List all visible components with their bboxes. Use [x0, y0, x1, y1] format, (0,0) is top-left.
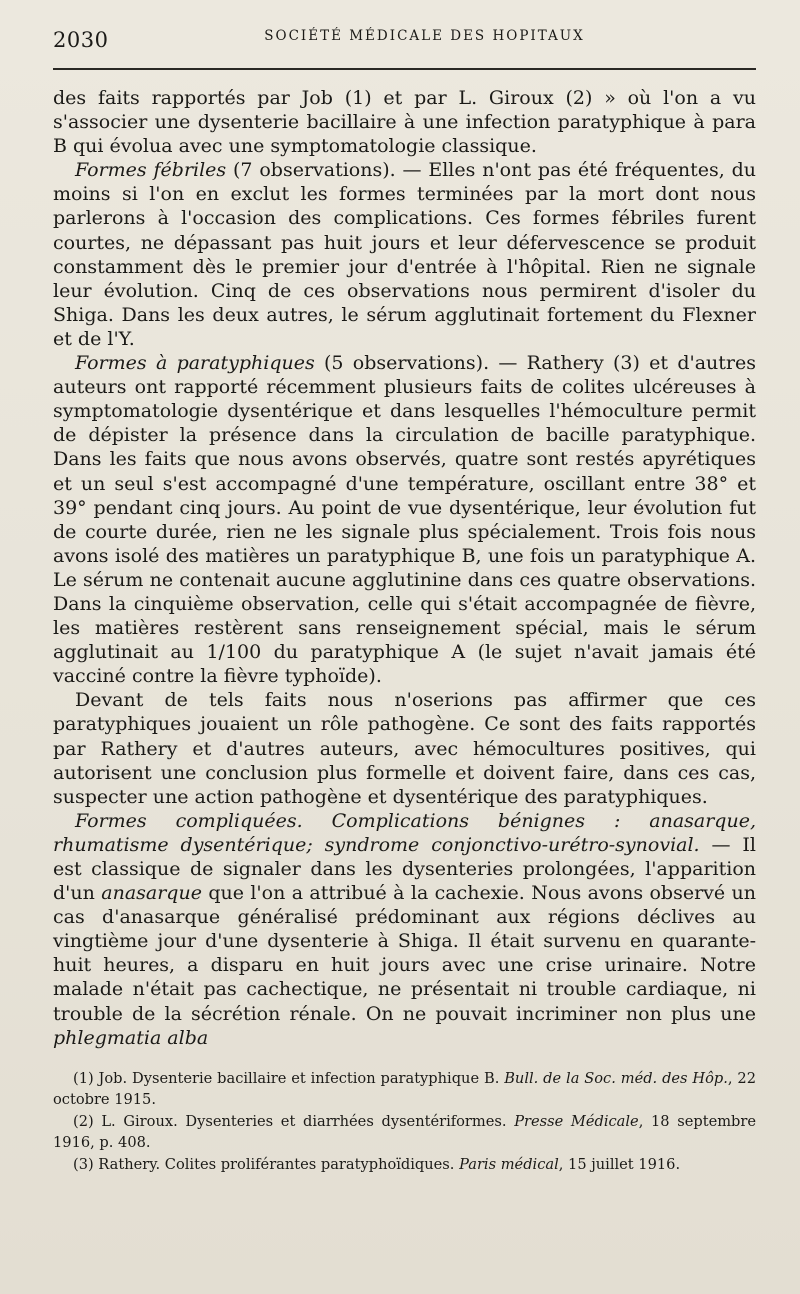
section-title-formes-paratyphiques: Formes à paratyphiques	[75, 352, 315, 375]
body-text	[53, 86, 756, 1050]
paragraph-formes-febriles: Formes fébriles (7 observations). — Elles n'ont pas été fréquentes, du moins si l'on en exclut les formes terminées par la mort dont nous parlerons à l'occasion des complications. Ces formes fébriles furent courtes, ne dépassant pas huit jours et leur défervescence se produit constamment dès le premier jour d'entrée à l'hôpital. Rien ne signale leur évolution. Cinq de ces observations nous permirent d'isoler du Shiga. Dans les deux autres, le sérum agglutinait fortement du Flexner et de l'Y.	[53, 159, 756, 350]
paragraph-formes-compliquees: Formes compliquées. Complications bénignes : anasarque, rhumatisme dysentérique; syndrome conjonctivo-urétro-synovial. — Il est classique de signaler dans les dysenteries prolongées, l'apparition d'un anasarque que l'on a attribué à la cachexie. Nous avons observé un cas d'anasarque généralisé prédominant aux régions déclives au vingtième jour d'une dysenterie à Shiga. Il était survenu en quarante-huit heures, a disparu en huit jours avec une crise urinaire. Notre malade n'était pas cachectique, ne présentait ni trouble cardiaque, ni trouble de la sécrétion rénale. On ne pouvait incriminer non plus une phlegmatia alba	[53, 809, 756, 1049]
paragraph-devant: Devant de tels faits nous n'oserions pas affirmer que ces paratyphiques jouaient un rôle pathogène. Ce sont des faits rapportés par Rathery et d'autres auteurs, avec hémocultures positives, qui autorisent une conclusion plus formelle et doivent faire, dans ces cas, suspecter une action pathogène et dysentérique des paratyphiques.	[53, 689, 756, 808]
footnotes	[53, 1068, 756, 1176]
page-number: 2030	[53, 28, 109, 52]
running-header	[53, 28, 756, 58]
paragraph-1: des faits rapportés par Job (1) et par L. Giroux (2) » où l'on a vu s'associer une dysenterie bacillaire à une infection paratyphique à para B qui évolua avec une symptomatologie classique.	[53, 87, 756, 158]
section-title-formes-compliquees: Formes compliquées. Complications bénignes : anasarque, rhumatisme dysentérique; syndrome conjonctivo-urétro-synovial.	[53, 809, 756, 856]
section-title-formes-febriles: Formes fébriles	[75, 159, 227, 182]
footnote-1: (1) Job. Dysenterie bacillaire et infection paratyphique B. Bull. de la Soc. méd. des Hôp., 22 octobre 1915.	[53, 1069, 756, 1109]
footnote-3: (3) Rathery. Colites proliférantes paratyphoïdiques. Paris médical, 15 juillet 1916.	[73, 1155, 681, 1173]
paragraph-formes-paratyphiques: Formes à paratyphiques (5 observations). — Rathery (3) et d'autres auteurs ont rapporté récemment plusieurs faits de colites ulcéreuses à symptomatologie dysentérique et dans lesquelles l'hémoculture permit de dépister la présence dans la circulation de bacille paratyphique. Dans les faits que nous avons observés, quatre sont restés apyrétiques et un seul s'est accompagné d'une température, oscillant entre 38° et 39° pendant cinq jours. Au point de vue dysentérique, leur évolution fut de courte durée, rien ne les signale plus spécialement. Trois fois nous avons isolé des matières un paratyphique B, une fois un paratyphique A. Le sérum ne contenait aucune agglutinine dans ces quatre observations. Dans la cinquième observation, celle qui s'était accompagnée de fièvre, les matières restèrent sans renseignement spécial, mais le sérum agglutinait au 1/100 du paratyphique A (le sujet n'avait jamais été vacciné contre la fièvre typhoïde).	[53, 352, 756, 688]
footnote-2: (2) L. Giroux. Dysenteries et diarrhées dysentériformes. Presse Médicale, 18 septembre 1916, p. 408.	[53, 1112, 757, 1152]
header-rule	[53, 68, 756, 70]
journal-title: SOCIÉTÉ MÉDICALE DES HOPITAUX	[264, 28, 585, 44]
